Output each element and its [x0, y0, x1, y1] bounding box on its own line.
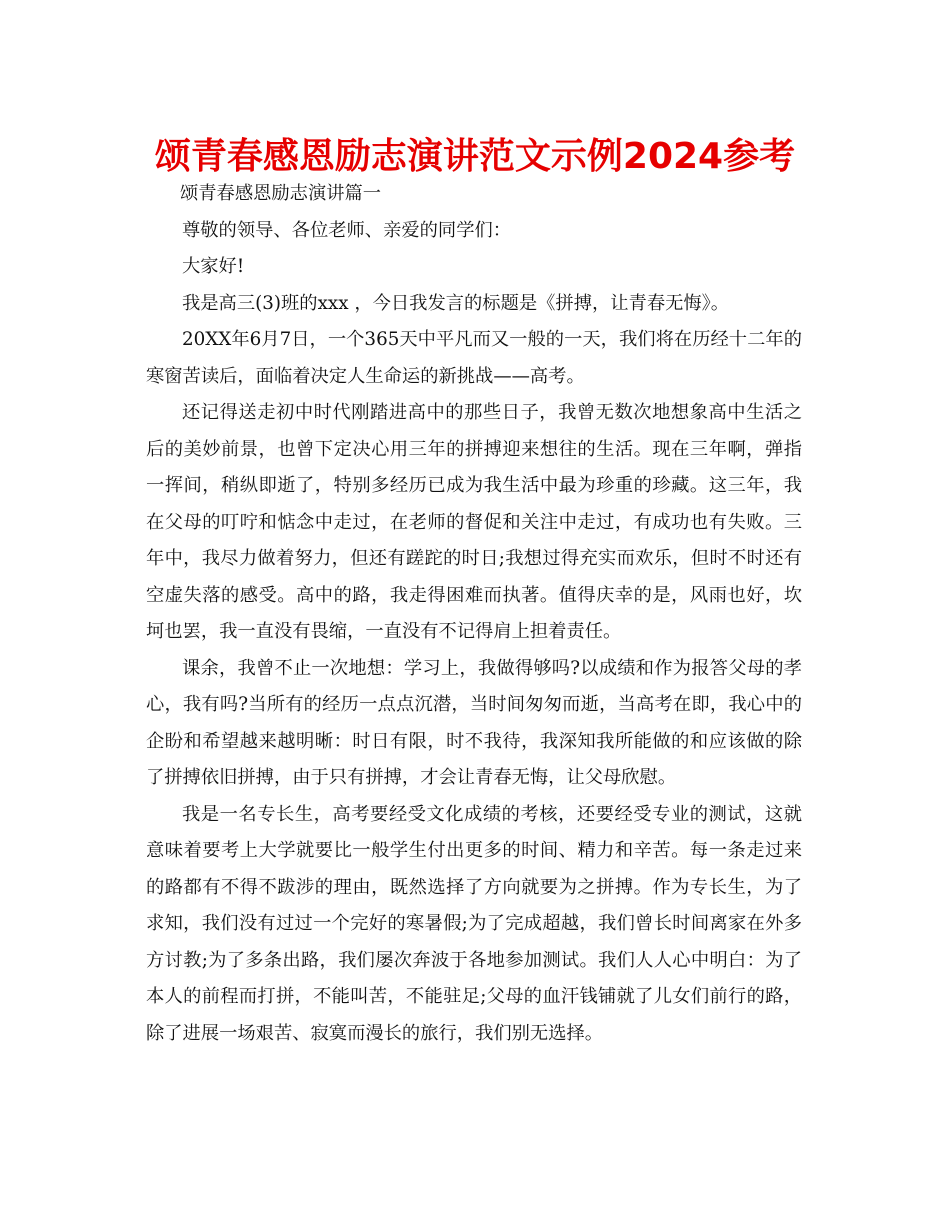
document-body — [146, 176, 802, 1052]
paragraph: 20XX年6月7日，一个365天中平凡而又一般的一天，我们将在历经十二年的寒窗苦读后，面临着决定人生命运的新挑战——高考。 — [146, 329, 802, 387]
paragraph: 课余，我曾不止一次地想：学习上，我做得够吗?以成绩和作为报答父母的孝心，我有吗?当所有的经历一点点沉潜，当时间匆匆而逝，当高考在即，我心中的企盼和希望越来越明晰：时日有限，时不我待，我深知我所能做的和应该做的除了拼搏依旧拼搏，由于只有拼搏，才会让青春无悔，让父母欣慰。 — [146, 657, 802, 788]
salutation: 尊敬的领导、各位老师、亲爱的同学们： — [182, 219, 512, 241]
document-title: 颂青春感恩励志演讲范文示例2024参考 — [154, 136, 796, 177]
paragraph: 我是一名专长生，高考要经受文化成绩的考核，还要经受专业的测试，这就意味着要考上大学就要比一般学生付出更多的时间、精力和辛苦。每一条走过来的路都有不得不跋涉的理由，既然选择了方向就要为之拼搏。作为专长生，为了求知，我们没有过过一个完好的寒暑假;为了完成超越，我们曾长时间离家在外多方讨教;为了多条出路，我们屡次奔波于各地参加测试。我们人人心中明白：为了本人的前程而打拼，不能叫苦，不能驻足;父母的血汗钱铺就了儿女们前行的路，除了进展一场艰苦、寂寞而漫长的旅行，我们别无选择。 — [146, 803, 802, 1044]
paragraph: 还记得送走初中时代刚踏进高中的那些日子，我曾无数次地想象高中生活之后的美妙前景，也曾下定决心用三年的拼搏迎来想往的生活。现在三年啊，弹指一挥间，稍纵即逝了，特别多经历已成为我生活中最为珍重的珍藏。这三年，我在父母的叮咛和惦念中走过，在老师的督促和关注中走过，有成功也有失败。三年中，我尽力做着努力，但还有蹉跎的时日;我想过得充实而欢乐，但时不时还有空虚失落的感受。高中的路，我走得困难而执著。值得庆幸的是，风雨也好，坎坷也罢，我一直没有畏缩，一直没有不记得肩上担着责任。 — [146, 402, 802, 642]
section-heading: 颂青春感恩励志演讲篇一 — [180, 183, 382, 204]
paragraph: 我是高三(3)班的xxx ，今日我发言的标题是《拼搏，让青春无悔》。 — [182, 292, 730, 314]
greeting: 大家好! — [182, 256, 245, 277]
